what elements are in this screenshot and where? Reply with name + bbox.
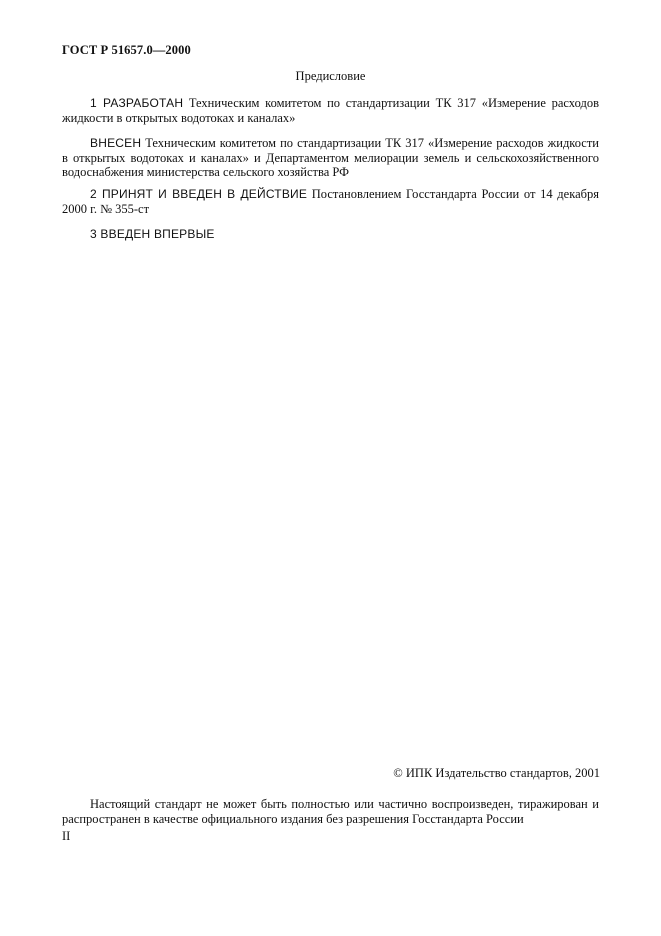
foreword-paragraph-adopted <box>62 187 599 216</box>
foreword-title: Предисловие <box>295 69 366 83</box>
paragraph-text: Постановлением Госстандарта России от 14 декабря 2000 г. № 355-ст <box>62 187 599 216</box>
paragraph-lead: 3 ВВЕДЕН ВПЕРВЫЕ <box>90 227 215 241</box>
copyright-line: © ИПК Издательство стандартов, 2001 <box>393 766 600 780</box>
foreword-paragraph-first-introduced <box>62 227 599 242</box>
foreword-paragraph-developed <box>62 96 599 125</box>
paragraph-lead: 1 РАЗРАБОТАН <box>90 96 184 110</box>
reproduction-notice: Настоящий стандарт не может быть полностью или частично воспроизведен, тиражирован и распространен в качестве официального издания без разрешения Госстандарта России <box>62 797 599 826</box>
foreword-paragraph-introduced <box>62 136 599 180</box>
document-code: ГОСТ Р 51657.0—2000 <box>62 43 191 57</box>
paragraph-lead: ВНЕСЕН <box>90 136 142 150</box>
paragraph-text: Техническим комитетом по стандартизации ТК 317 «Измерение расходов жидкости в открытых водотоках и каналах» и Департаментом мелиорации земель и сельскохозяйственного водоснабжения министерства сельского хозяйства РФ <box>62 136 599 179</box>
paragraph-lead: 2 ПРИНЯТ И ВВЕДЕН В ДЕЙСТВИЕ <box>90 187 308 201</box>
page-number: II <box>62 829 71 843</box>
paragraph-text: Техническим комитетом по стандартизации ТК 317 «Измерение расходов жидкости в открытых водотоках и каналах» <box>62 96 599 125</box>
